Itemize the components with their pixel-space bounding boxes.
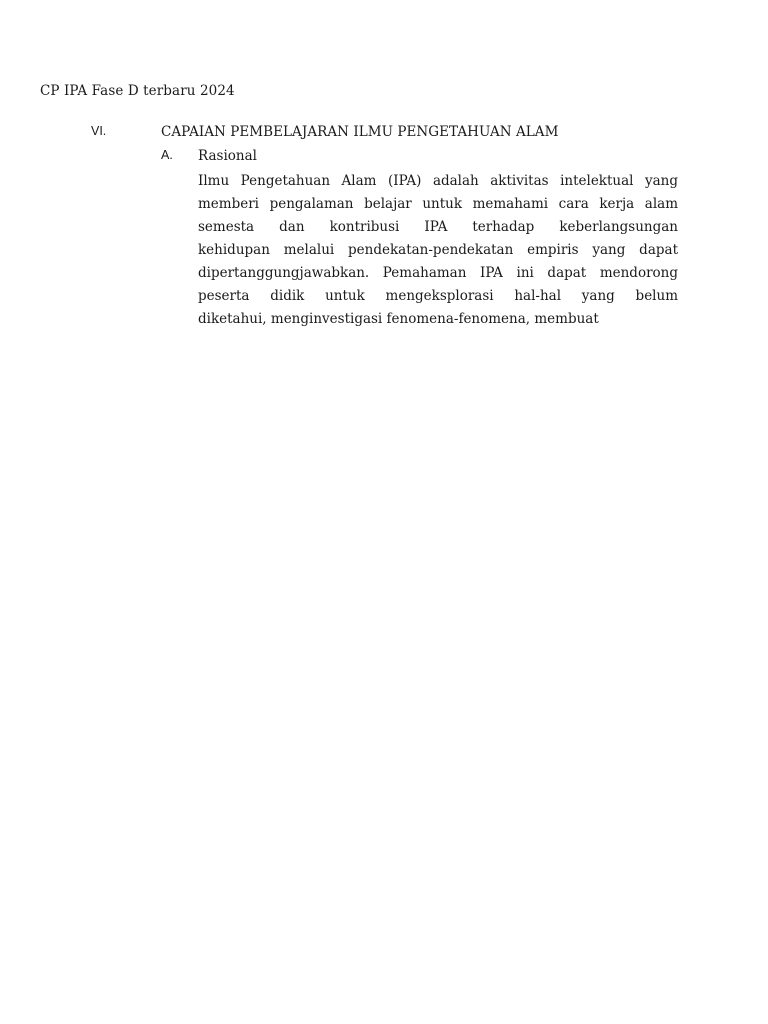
paragraph-line: diketahui, menginvestigasi fenomena-fenomena, membuat [198, 311, 599, 327]
paragraph-line: dipertanggungjawabkan. Pemahaman IPA ini dapat mendorong [198, 265, 678, 281]
paragraph-line: semesta dan kontribusi IPA terhadap keberlangsungan [198, 219, 678, 235]
section-number: VI. [91, 124, 107, 138]
paragraph-line: kehidupan melalui pendekatan-pendekatan empiris yang dapat [198, 242, 678, 258]
paragraph-line: peserta didik untuk mengeksplorasi hal-hal yang belum [198, 288, 678, 304]
paragraph-line: Ilmu Pengetahuan Alam (IPA) adalah aktivitas intelektual yang [198, 173, 678, 189]
subsection-heading: Rasional [198, 148, 257, 164]
section-heading: CAPAIAN PEMBELAJARAN ILMU PENGETAHUAN ALAM [161, 124, 559, 140]
rationale-paragraph [198, 170, 678, 331]
paragraph-line: memberi pengalaman belajar untuk memahami cara kerja alam [198, 196, 678, 212]
subsection-number: A. [161, 148, 173, 162]
document-title: CP IPA Fase D terbaru 2024 [40, 83, 235, 99]
